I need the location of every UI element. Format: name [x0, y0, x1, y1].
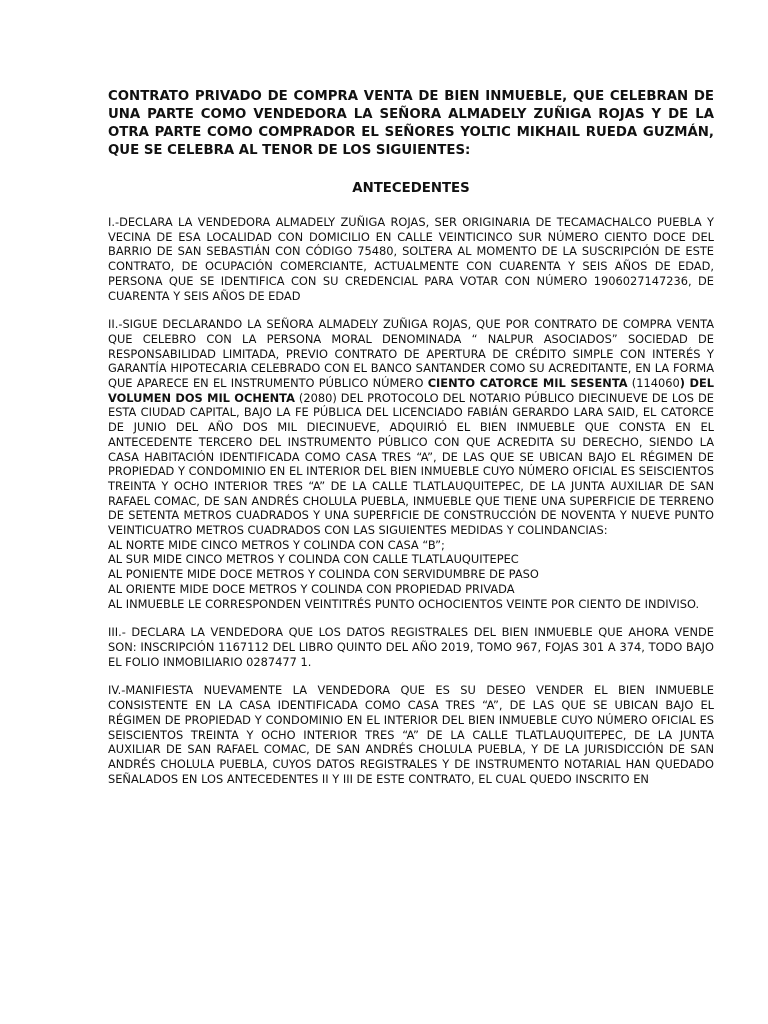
instrument-number-digits: (114060 [627, 376, 680, 391]
boundary-east: AL ORIENTE MIDE DOCE METROS Y COLINDA CON PROPIEDAD PRIVADA [108, 581, 515, 596]
clause-iv-paragraph: IV.-MANIFIESTA NUEVAMENTE LA VENDEDORA QUE ES SU DESEO VENDER EL BIEN INMUEBLE CONSISTENTE EN LA CASA IDENTIFICADA COMO CASA TRES “A”, DE LAS QUE SE UBICAN BAJO EL RÉGIMEN DE PROPIEDAD Y CONDOMINIO EN EL INTERIOR DEL BIEN INMUEBLE CUYO NÚMERO OFICIAL ES SEISCIENTOS TREINTA Y OCHO INTERIOR TRES “A” DE LA CALLE TLATLAUQUITEPEC, DE LA JUNTA AUXILIAR DE SAN RAFAEL COMAC, DE SAN ANDRÉS CHOLULA PUEBLA, Y DE LA JURISDICCIÓN DE SAN ANDRÉS CHOLULA PUEBLA, CUYOS DATOS REGISTRALES Y DE INSTRUMENTO NOTARIAL HAN QUEDADO SEÑALADOS EN LOS ANTECEDENTES II Y III DE ESTE CONTRATO, EL CUAL QUEDO INSCRITO EN [108, 683, 714, 786]
clause-ii-text-part-2: (2080) DEL PROTOCOLO DEL NOTARIO PÚBLICO DIECINUEVE DE LOS DE ESTA CIUDAD CAPITAL, BAJO LA FE PÚBLICA DEL LICENCIADO FABIÁN GERARDO LARA SAID, EL CATORCE DE JUNIO DEL AÑO DOS MIL DIECINUEVE, ADQUIRIÓ EL BIEN INMUEBLE QUE CONSTA EN EL ANTECEDENTE TERCERO DEL INSTRUMENTO PÚBLICO CON QUE ACREDITA SU DERECHO, SIENDO LA CASA HABITACIÓN IDENTIFICADA COMO CASA TRES “A”, DE LAS QUE SE UBICAN BAJO EL RÉGIMEN DE PROPIEDAD Y CONDOMINIO EN EL INTERIOR DEL BIEN INMUEBLE CUYO NÚMERO OFICIAL ES SEISCIENTOS TREINTA Y OCHO INTERIOR TRES “A” DE LA CALLE TLATLAUQUITEPEC, DE LA JUNTA AUXILIAR DE SAN RAFAEL COMAC, DE SAN ANDRÉS CHOLULA PUEBLA, INMUEBLE QUE TIENE UNA SUPERFICIE DE TERRENO DE SETENTA METROS CUADRADOS Y UNA SUPERFICIE DE CONSTRUCCIÓN DE NOVENTA Y NUEVE PUNTO VEINTICUATRO METROS CUADRADOS CON LAS SIGUIENTES MEDIDAS Y COLINDANCIAS: [108, 390, 714, 538]
contract-title: CONTRATO PRIVADO DE COMPRA VENTA DE BIEN INMUEBLE, QUE CELEBRAN DE UNA PARTE COMO VENDEDORA LA SEÑORA ALMADELY ZUÑIGA ROJAS Y DE LA OTRA PARTE COMO COMPRADOR EL SEÑORES YOLTIC MIKHAIL RUEDA GUZMÁN, QUE SE CELEBRA AL TENOR DE LOS SIGUIENTES: [108, 89, 714, 158]
boundary-west: AL PONIENTE MIDE DOCE METROS Y COLINDA CON SERVIDUMBRE DE PASO [108, 567, 539, 582]
boundaries-list [108, 538, 714, 597]
clause-ii-paragraph [108, 317, 714, 538]
clause-i-paragraph: I.-DECLARA LA VENDEDORA ALMADELY ZUÑIGA ROJAS, SER ORIGINARIA DE TECAMACHALCO PUEBLA Y VECINA DE ESA LOCALIDAD CON DOMICILIO EN CALLE VEINTICINCO SUR NÚMERO CIENTO DOCE DEL BARRIO DE SAN SEBASTIÁN CON CÓDIGO 75480, SOLTERA AL MOMENTO DE LA SUSCRIPCIÓN DE ESTE CONTRATO, DE OCUPACIÓN COMERCIANTE, ACTUALMENTE CON CUARENTA Y SEIS AÑOS DE EDAD, PERSONA QUE SE IDENTIFICA CON SU CREDENCIAL PARA VOTAR CON NÚMERO 1906027147236, DE CUARENTA Y SEIS AÑOS DE EDAD [108, 215, 714, 303]
boundary-north: AL NORTE MIDE CINCO METROS Y COLINDA CON CASA “B”; [108, 537, 445, 552]
document-page [108, 88, 714, 800]
section-heading-antecedentes: ANTECEDENTES [352, 181, 470, 196]
instrument-number-bold: CIENTO CATORCE MIL SESENTA [427, 376, 628, 391]
indiviso-paragraph: AL INMUEBLE LE CORRESPONDEN VEINTITRÉS PUNTO OCHOCIENTOS VEINTE POR CIENTO DE INDIVISO. [108, 596, 700, 611]
boundary-south: AL SUR MIDE CINCO METROS Y COLINDA CON CALLE TLATLAUQUITEPEC [108, 552, 519, 567]
volume-number-bold: ) DEL VOLUMEN DOS MIL OCHENTA [108, 376, 715, 405]
clause-ii-text-part-1: II.-SIGUE DECLARANDO LA SEÑORA ALMADELY ZUÑIGA ROJAS, QUE POR CONTRATO DE COMPRA VENTA QUE CELEBRO CON LA PERSONA MORAL DENOMINADA “ NALPUR ASOCIADOS” SOCIEDAD DE RESPONSABILIDAD LIMITADA, PREVIO CONTRATO DE APERTURA DE CRÉDITO SIMPLE CON INTERÉS Y GARANTÍA HIPOTECARIA CELEBRADO CON EL BANCO SANTANDER COMO SU ACREDITANTE, EN LA FORMA QUE APARECE EN EL INSTRUMENTO PÚBLICO NÚMERO [108, 317, 714, 391]
clause-iii-paragraph: III.- DECLARA LA VENDEDORA QUE LOS DATOS REGISTRALES DEL BIEN INMUEBLE QUE AHORA VENDE SON: INSCRIPCIÓN 1167112 DEL LIBRO QUINTO DEL AÑO 2019, TOMO 967, FOJAS 301 A 374, TODO BAJO EL FOLIO INMOBILIARIO 0287477 1. [108, 625, 714, 669]
